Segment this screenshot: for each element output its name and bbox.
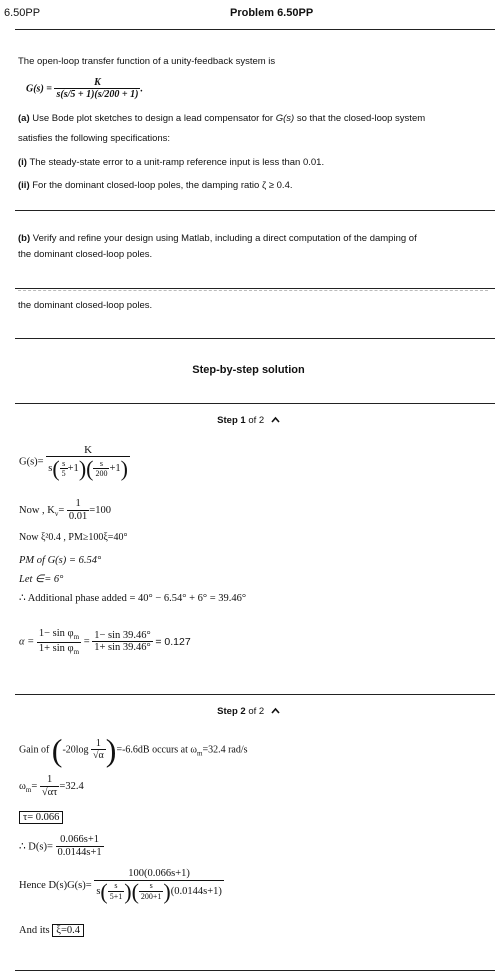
kv-num: 1 bbox=[75, 498, 81, 509]
kv-eq: = bbox=[58, 504, 65, 516]
spec-ii-label: (ii) bbox=[18, 180, 30, 191]
step2-header[interactable] bbox=[0, 706, 497, 717]
repeat-line: the dominant closed-loop poles. bbox=[18, 300, 153, 311]
divider bbox=[15, 338, 495, 339]
alpha-d1-sub: m bbox=[73, 647, 80, 656]
part-a-text2: so that the closed-loop system bbox=[296, 113, 426, 124]
spec-i-label: (i) bbox=[18, 157, 27, 168]
zeta-value: ξ=0.4 bbox=[52, 924, 84, 937]
now-pm: Now ξ²0.4 , PM≥100ξ=40° bbox=[19, 532, 128, 543]
spec-ii bbox=[18, 180, 293, 191]
gain-val: =32.4 rad/s bbox=[202, 744, 248, 756]
divider bbox=[15, 970, 495, 971]
g-f2 bbox=[93, 460, 109, 479]
step1-header[interactable] bbox=[0, 415, 497, 426]
transfer-function bbox=[26, 77, 143, 101]
part-a-line2: satisfies the following specifications: bbox=[18, 133, 171, 144]
divider bbox=[15, 403, 495, 404]
let-epsilon: Let ∈= 6° bbox=[19, 574, 64, 585]
g-s: s bbox=[48, 463, 53, 475]
kv-den: 0.01 bbox=[68, 510, 88, 522]
solution-title: Step-by-step solution bbox=[192, 364, 305, 376]
cut-text-remnant bbox=[18, 290, 488, 293]
gain-num: 1 bbox=[95, 738, 101, 750]
alpha-frac2 bbox=[92, 630, 153, 655]
spec-i bbox=[18, 157, 324, 168]
part-a-text: Use Bode plot sketches to design a lead compensator for bbox=[32, 113, 274, 124]
d-lhs: ∴ D(s)= bbox=[19, 841, 53, 853]
gain-sub: m bbox=[196, 749, 203, 758]
tf-fraction bbox=[54, 77, 140, 101]
step1-g bbox=[19, 444, 130, 480]
hence: Hence D(s)G(s)= bbox=[19, 879, 92, 891]
alpha-n2: 1− sin 39.46° bbox=[94, 629, 151, 641]
alpha-lhs: α = bbox=[19, 636, 35, 648]
step1-of: of 2 bbox=[248, 415, 265, 426]
chevron-up-icon[interactable] bbox=[271, 706, 280, 717]
now-kv: Now , K bbox=[19, 504, 55, 516]
g-f1-num: s bbox=[62, 458, 66, 468]
gain-den: √α bbox=[93, 750, 104, 762]
d-num: 0.066s+1 bbox=[60, 834, 100, 845]
part-b-text: Verify and refine your design using Matlab, including a direct computation of the damping of bbox=[32, 233, 417, 244]
wm-num: 1 bbox=[47, 774, 53, 785]
part-a-label: (a) bbox=[18, 113, 30, 124]
gain-of: Gain of bbox=[19, 744, 50, 756]
chevron-up-icon[interactable] bbox=[271, 415, 280, 426]
wm-frac bbox=[40, 774, 59, 799]
kv-frac bbox=[67, 498, 89, 523]
divider bbox=[15, 288, 495, 289]
page-title: Problem 6.50PP bbox=[230, 7, 314, 19]
divider bbox=[15, 210, 495, 211]
hence-f1-num: s bbox=[114, 881, 118, 891]
hence-s: s bbox=[96, 885, 101, 897]
wm-line bbox=[19, 774, 84, 799]
hence-f1 bbox=[108, 882, 125, 901]
and-its: And its bbox=[19, 925, 50, 936]
spec-ii-text: For the dominant closed-loop poles, the damping ratio ζ ≥ 0.4. bbox=[32, 180, 293, 191]
g-f2-den: 200 bbox=[95, 469, 108, 479]
divider bbox=[15, 694, 495, 695]
gain-expr: -20log bbox=[62, 744, 89, 756]
tf-numerator: K bbox=[94, 77, 101, 88]
g-lhs: G(s)= bbox=[19, 456, 44, 468]
g-num: K bbox=[84, 444, 93, 456]
alpha-n1-sub: m bbox=[73, 633, 80, 642]
g-f2-plus: +1 bbox=[109, 463, 121, 475]
part-a bbox=[18, 113, 425, 124]
page-code: 6.50PP bbox=[4, 7, 41, 19]
tf-denominator: s(s/5 + 1)(s/200 + 1) bbox=[56, 89, 139, 100]
hence-f2-den: 200+1 bbox=[140, 891, 162, 901]
wm-sub: m bbox=[25, 785, 32, 794]
d-frac bbox=[56, 834, 104, 859]
gain-line: Gain of (-20log $\frac{1}{√\alpha}$ )=-6.6dB occurs at $\omega_m=32.4$ rad/s bbox=[19, 732, 248, 768]
tau-box bbox=[19, 812, 63, 823]
kv-line bbox=[19, 498, 111, 523]
wm-eq: = bbox=[31, 780, 38, 792]
alpha-frac1 bbox=[37, 628, 81, 656]
spec-i-text: The steady-state error to a unit-ramp reference input is less than 0.01. bbox=[29, 157, 325, 168]
g-f1-den: 5 bbox=[61, 469, 66, 479]
wm-lhs: ω bbox=[19, 780, 26, 792]
hence-f2-num: s bbox=[149, 881, 153, 891]
and-its-line bbox=[19, 925, 84, 936]
g-f2-num: s bbox=[99, 458, 104, 468]
alpha-n1: 1− sin φ bbox=[38, 628, 74, 639]
tau-value: τ= 0.066 bbox=[19, 811, 63, 824]
wm-den: √ατ bbox=[41, 786, 58, 798]
divider bbox=[15, 29, 495, 30]
hence-line bbox=[19, 868, 224, 903]
alpha-d1: 1+ sin φ bbox=[38, 642, 74, 654]
step2-label: Step 2 bbox=[217, 706, 246, 717]
pm-of-g: PM of G(s) = 6.54° bbox=[19, 555, 102, 566]
gain-frac bbox=[91, 738, 106, 762]
problem-intro: The open-loop transfer function of a unity-feedback system is bbox=[18, 56, 276, 67]
part-a-g: G(s) bbox=[275, 113, 295, 124]
hence-f1-den: 5+1 bbox=[109, 891, 123, 901]
wm-res: =32.4 bbox=[59, 780, 84, 792]
hence-tail: (0.0144s+1) bbox=[170, 885, 222, 897]
step1-label: Step 1 bbox=[217, 415, 246, 426]
step2-of: of 2 bbox=[248, 706, 265, 717]
d-line bbox=[19, 834, 104, 859]
g-f1-plus: +1 bbox=[67, 463, 79, 475]
hence-num: 100(0.066s+1) bbox=[128, 868, 190, 879]
kv-res: =100 bbox=[89, 504, 111, 516]
tf-end: . bbox=[140, 83, 143, 95]
kv-sub: v bbox=[54, 509, 59, 518]
hence-den: s( $\frac{s}{5+1}$ )( $\frac{s}{200+1}$ )(0.0144s+1) bbox=[96, 878, 222, 904]
hence-frac bbox=[94, 868, 224, 903]
g-den: s( $\frac{s}{5}$ +1)( $\frac{s}{200}$ +1) bbox=[48, 456, 128, 482]
g-fraction bbox=[46, 444, 130, 480]
tf-lhs: G(s) = bbox=[26, 83, 52, 95]
additional-phase: ∴ Additional phase added = 40° − 6.54° + 6° = 39.46° bbox=[19, 593, 247, 604]
part-b bbox=[18, 233, 417, 244]
alpha-line: α = $\frac{1- \sin \varphi_m}{1+ \sin \varphi_m}$ = $\frac{1- \sin 39.46^\circ}{1+ \sin 39.46^\circ}$ = 0.127 bbox=[19, 628, 191, 656]
alpha-result: = 0.127 bbox=[155, 635, 191, 648]
alpha-d2: 1+ sin 39.46° bbox=[94, 642, 151, 654]
part-b-line2: the dominant closed-loop poles. bbox=[18, 249, 153, 260]
d-den: 0.0144s+1 bbox=[57, 846, 102, 858]
hence-f2 bbox=[139, 882, 164, 901]
g-f1 bbox=[60, 460, 68, 479]
part-b-label: (b) bbox=[18, 233, 31, 244]
gain-res: =-6.6dB occurs at ω bbox=[116, 744, 197, 756]
